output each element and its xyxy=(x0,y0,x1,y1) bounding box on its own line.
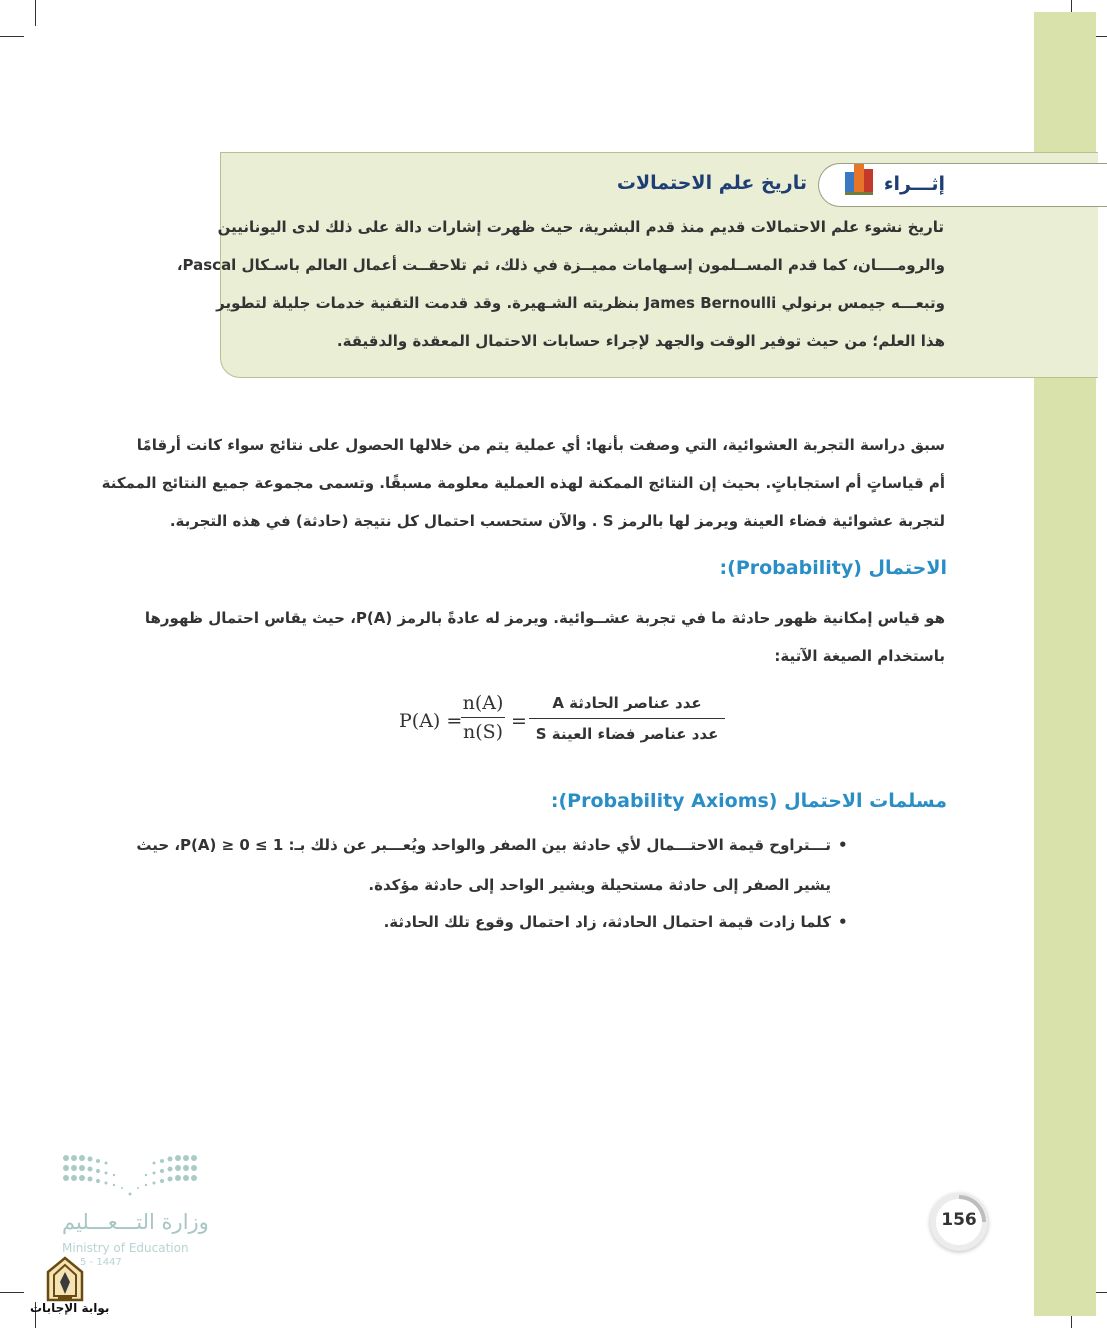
book-stack-icon xyxy=(843,160,877,196)
ministry-dots-logo xyxy=(62,1154,198,1200)
page-number-badge xyxy=(930,1193,988,1251)
intro-line: أم قياساتٍ أم استجاباتٍ. بحيث إن النتائج الممكنة لهذه العملية معلومة مسبقًا. وتسمى مجموعة جميع النتائج الممكنة xyxy=(101,474,945,492)
intro-line: سبق دراسة التجربة العشوائية، التي وصفت بأنها: أي عملية يتم من خلالها الحصول على نتائج سواء كانت أرقامًا xyxy=(136,436,945,454)
formula-numerator: n(A) xyxy=(461,692,505,718)
crop-mark xyxy=(35,0,36,26)
probability-line: هو قياس إمكانية ظهور حادثة ما في تجربة عشــوائية. ويرمز له عادةً بالرمز P(A)، حيث يقاس احتمال ظهورها xyxy=(144,609,945,627)
formula-symbol-fraction xyxy=(461,692,505,743)
enrichment-title: تاريخ علم الاحتمالات xyxy=(616,172,807,194)
enrichment-line: والرومــــان، كما قدم المســلمون إسـهامات مميــزة في ذلك، ثم تلاحقــت أعمال العالم باسـكال Pascal، xyxy=(176,256,945,274)
intro-line: لتجربة عشوائية فضاء العينة ويرمز لها بالرمز S . والآن ستحسب احتمال كل نتيجة (حادثة) في هذه التجربة. xyxy=(169,512,945,530)
page-number: 156 xyxy=(941,1210,977,1230)
formula-equals: = xyxy=(511,710,527,732)
site-name: بوابة الإجابات xyxy=(30,1301,110,1315)
enrichment-line: تاريخ نشوء علم الاحتمالات قديم منذ قدم البشرية، حيث ظهرت إشارات دالة على ذلك لدى اليونانيين xyxy=(217,218,944,236)
enrichment-line: وتبعـــه جيمس برنولي James Bernoulli بنظريته الشـهيرة. وقد قدمت التقنية خدمات جليلة لتطوير xyxy=(216,294,945,312)
crop-mark xyxy=(0,36,24,37)
axiom-item-continued: يشير الصفر إلى حادثة مستحيلة ويشير الواحد إلى حادثة مؤكدة. xyxy=(368,876,831,894)
formula-word-denominator: عدد عناصر فضاء العينة S xyxy=(535,725,719,743)
axiom-item: تـــتراوح قيمة الاحتـــمال لأي حادثة بين الصفر والواحد ويُعـــبر عن ذلك بـ: 1 ≥ P(A) ≥ 0، حيث xyxy=(136,836,831,854)
crop-mark xyxy=(0,1292,24,1293)
probability-formula xyxy=(395,692,735,756)
ministry-name-english: Ministry of Education xyxy=(62,1241,189,1255)
formula-word-fraction xyxy=(529,694,725,743)
formula-lhs: P(A) = xyxy=(399,710,463,732)
axiom-item: كلما زادت قيمة احتمال الحادثة، زاد احتمال وقوع تلك الحادثة. xyxy=(383,913,831,931)
enrichment-line: هذا العلم؛ من حيث توفير الوقت والجهد لإجراء حسابات الاحتمال المعقدة والدقيقة. xyxy=(336,332,945,350)
site-logo-icon xyxy=(44,1256,86,1302)
ministry-name-arabic: وزارة التـــعـــليم xyxy=(62,1210,209,1234)
bullet-marker: • xyxy=(838,913,848,931)
bullet-marker: • xyxy=(838,836,848,854)
enrichment-label: إثـــراء xyxy=(883,173,945,195)
formula-denominator: n(S) xyxy=(462,721,504,743)
probability-line: باستخدام الصيغة الآتية: xyxy=(774,647,945,665)
ministry-year: 5 - 1447 xyxy=(80,1257,122,1268)
formula-word-numerator: عدد عناصر الحادثة A xyxy=(529,694,725,719)
probability-heading: الاحتمال (Probability): xyxy=(719,557,947,579)
axioms-heading: مسلمات الاحتمال (Probability Axioms): xyxy=(550,790,947,812)
